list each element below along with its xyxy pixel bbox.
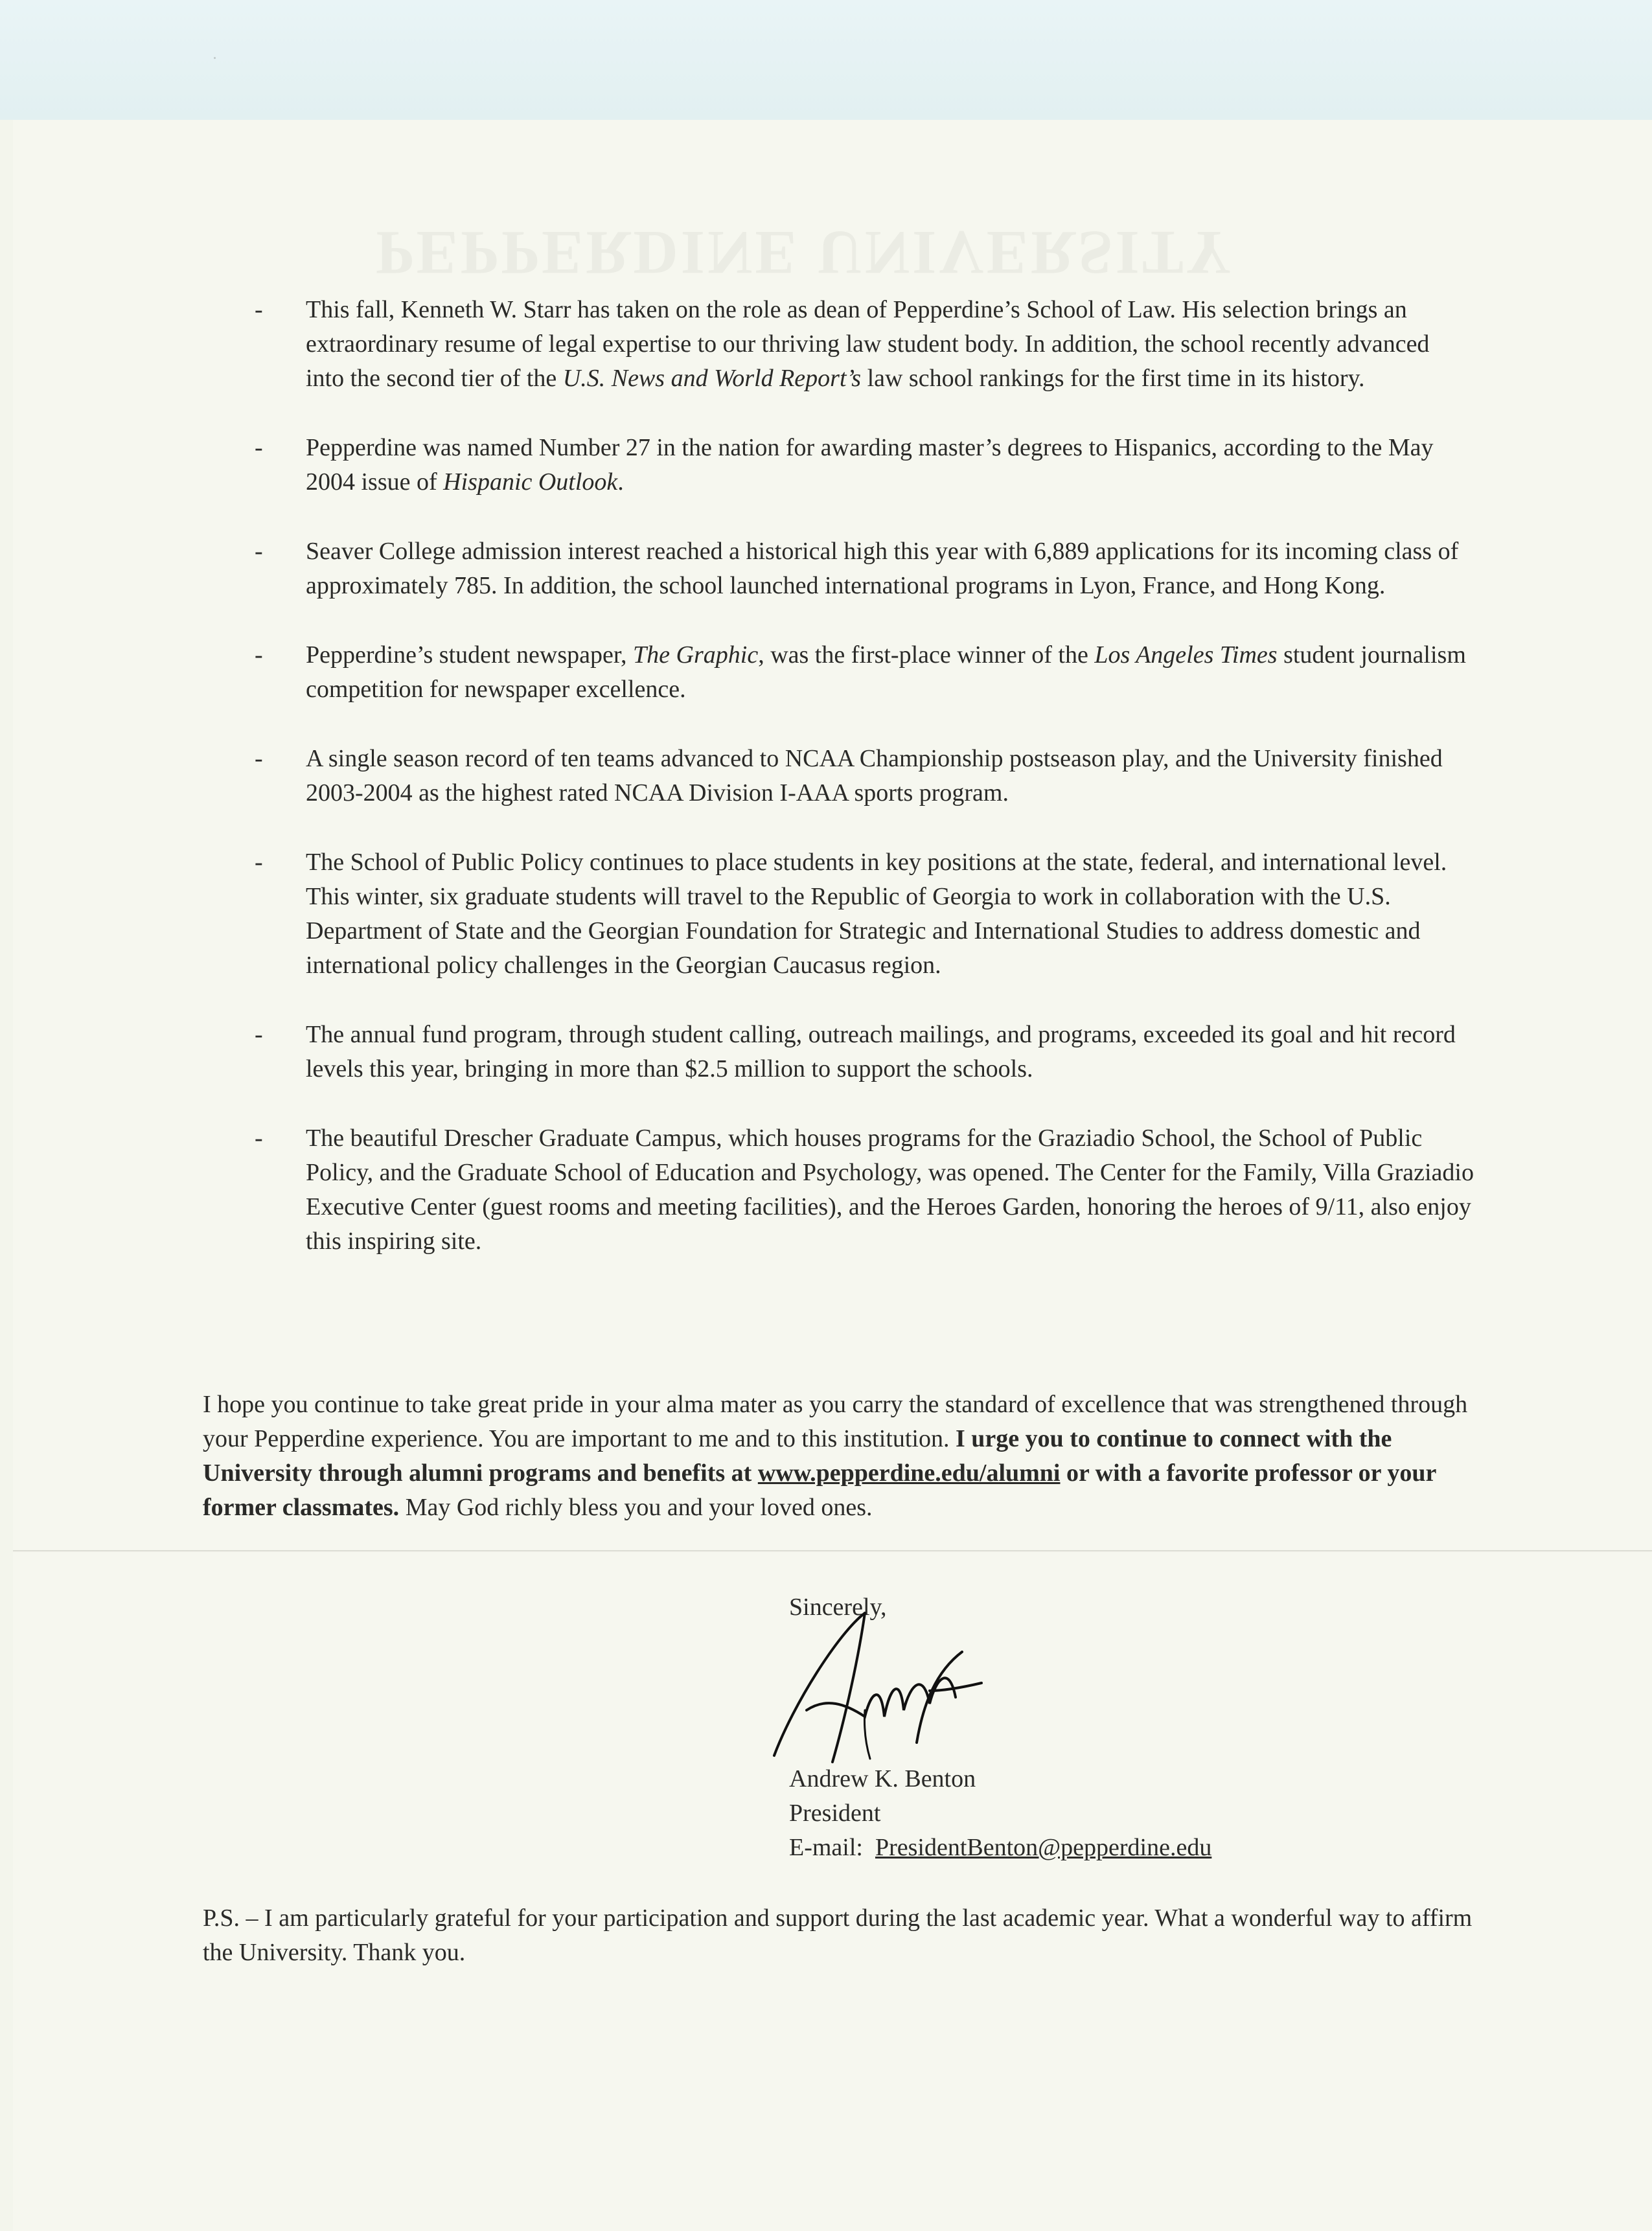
bullet-text-run: This fall, Kenneth W. Starr has taken on the role as dean of Pepperdine’s School of Law. His selection brings an extraordinary resume of legal expertise to our thriving law student body. In addition, the school recently advanced into the second tier of the (306, 296, 1430, 392)
bullet-text (306, 534, 1474, 603)
closing-intro: I hope you continue to take great pride in your alma mater as you carry the standard of excellence that was strengthened through your Pepperdine experience. You are important to me and to this institution. (203, 1391, 1468, 1452)
bullet-text (306, 638, 1474, 707)
dust-speck (214, 57, 216, 59)
list-item (256, 431, 1474, 499)
bullet-text (306, 431, 1474, 499)
list-item (256, 1018, 1474, 1086)
bullet-text-run: Pepperdine’s student newspaper, (306, 641, 634, 669)
letterhead-bleed-through: PEPPERDINE UNIVERSITY (376, 218, 1234, 288)
signer-title: President (789, 1800, 881, 1827)
bullet-dash: - (255, 1125, 263, 1152)
bullet-text-run: The beautiful Drescher Graduate Campus, which houses programs for the Graziadio School, the School of Public Policy, and the Graduate School of Education and Psychology, was opened. The Center for the Family, Villa Graziadio Executive Center (guest rooms and meeting facilities), and the Heroes Garden, honoring the heroes of 9/11, also enjoy this inspiring site. (306, 1125, 1474, 1255)
bullet-text-run: Pepperdine was named Number 27 in the nation for awarding master’s degrees to Hispanics, according to the May 2004 issue of (306, 434, 1434, 496)
italic-title: Hispanic Outlook (443, 468, 618, 496)
bullet-text-run: A single season record of ten teams advanced to NCAA Championship postseason play, and the University finished 2003-2004 as the highest rated NCAA Division I-AAA sports program. (306, 745, 1443, 807)
list-item (256, 845, 1474, 983)
bullet-text-run: law school rankings for the first time in its history. (861, 365, 1365, 392)
bullet-dash: - (255, 1021, 263, 1048)
page-fold-line (13, 1550, 1652, 1552)
email-line (789, 1831, 1211, 1865)
bullet-dash: - (255, 641, 263, 669)
closing-bold-end: or with a favorite professor or your former classmates. (203, 1459, 1436, 1521)
bullet-text-run: Seaver College admission interest reached a historical high this year with 6,889 applications for its incoming class of approximately 785. In addition, the school launched international programs in Lyon, France, and Hong Kong. (306, 538, 1459, 599)
closing-paragraph (203, 1388, 1473, 1525)
italic-title: The Graphic (633, 641, 759, 669)
closing-bold-start: I urge you to continue to connect with the University through alumni programs and benefits at (203, 1425, 1392, 1487)
list-item (256, 293, 1474, 396)
bullet-text-run: student journalism competition for newspaper excellence. (306, 641, 1466, 703)
bullet-dash: - (255, 745, 263, 772)
list-item (256, 534, 1474, 603)
handwritten-signature (768, 1607, 1001, 1768)
bullet-text-run: . (617, 468, 624, 496)
achievements-list (256, 293, 1474, 1294)
signer-name: Andrew K. Benton (789, 1765, 976, 1792)
bullet-text (306, 845, 1474, 983)
salutation: Sincerely, (789, 1594, 887, 1621)
postscript: P.S. – I am particularly grateful for your participation and support during the last academic year. What a wonderful way to affirm the University. Thank you. (203, 1905, 1473, 1966)
alumni-link[interactable]: www.pepperdine.edu/alumni (757, 1459, 1061, 1487)
bullet-text-run: , was the first-place winner of the (758, 641, 1095, 669)
bullet-text-run: The annual fund program, through student calling, outreach mailings, and programs, exceeded its goal and hit record levels this year, bringing in more than $2.5 million to support the schools. (306, 1021, 1456, 1082)
bullet-text (306, 1121, 1474, 1259)
list-item (256, 1121, 1474, 1259)
italic-title: U.S. News and World Report’s (562, 365, 862, 392)
email-label: E-mail: (789, 1834, 863, 1861)
closing-outro: May God richly bless you and your loved ones. (399, 1494, 873, 1521)
bullet-text (306, 1018, 1474, 1086)
bullet-text (306, 293, 1474, 396)
bullet-dash: - (255, 296, 263, 323)
bullet-text-run: The School of Public Policy continues to place students in key positions at the state, federal, and international level. This winter, six graduate students will travel to the Republic of Georgia to work in collaboration with the U.S. Department of State and the Georgian Foundation for Strategic and International Studies to address domestic and international policy challenges in the Georgian Caucasus region. (306, 849, 1447, 979)
italic-title: Los Angeles Times (1094, 641, 1278, 669)
email-link[interactable]: PresidentBenton@pepperdine.edu (875, 1834, 1212, 1861)
bullet-dash: - (255, 434, 263, 461)
list-item (256, 742, 1474, 810)
bullet-dash: - (255, 849, 263, 876)
bullet-dash: - (255, 538, 263, 565)
list-item (256, 638, 1474, 707)
scanner-background (0, 0, 1652, 120)
bullet-text (306, 742, 1474, 810)
